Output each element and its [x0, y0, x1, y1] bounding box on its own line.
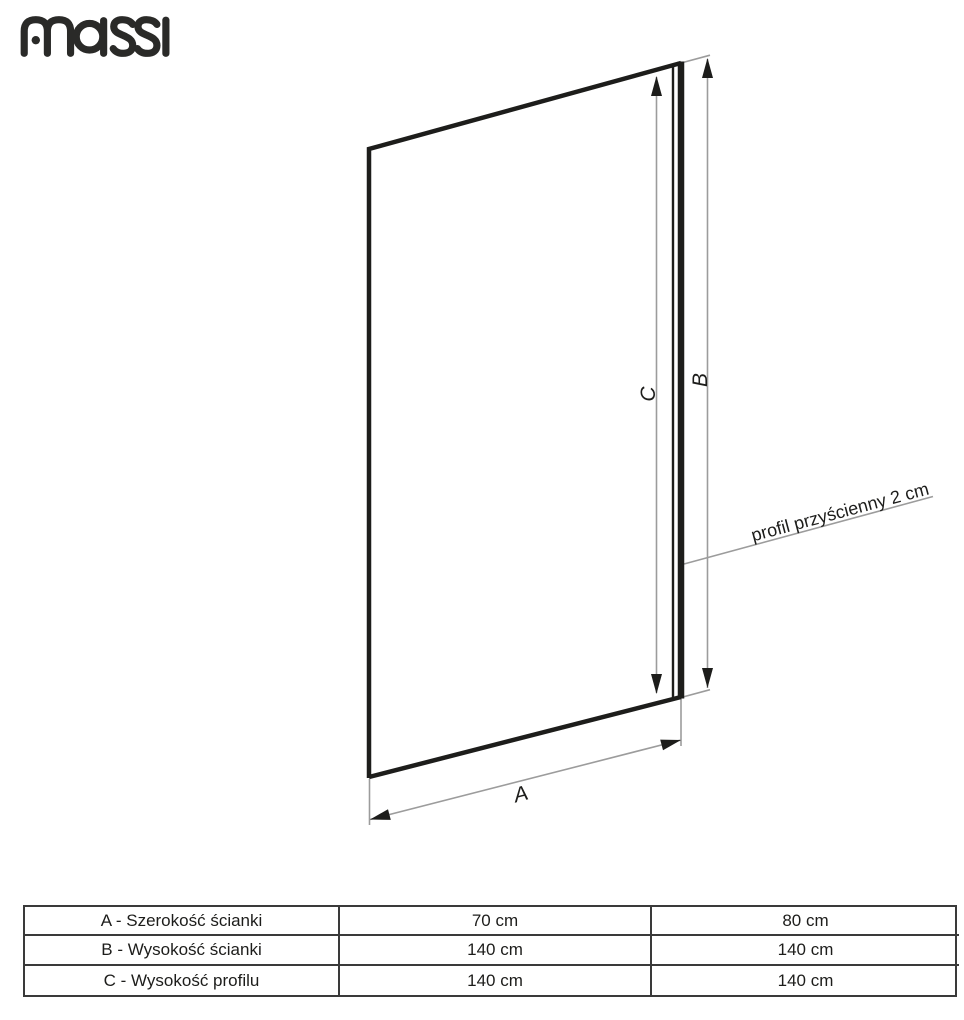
arrow-c-down: [651, 674, 662, 694]
panel-bottom-edge: [369, 697, 681, 777]
dim-label-b: B: [689, 372, 712, 388]
dim-label-a: A: [511, 781, 531, 808]
arrow-b-down: [702, 668, 713, 688]
panel-outline: [369, 62, 681, 779]
extension-bottom-right: [681, 690, 710, 698]
dimension-spec-table: [23, 905, 957, 997]
panel-left-and-top-edge: [369, 63, 681, 778]
extension-lines: [370, 55, 711, 825]
spec-row-a-value-80: 80 cm: [652, 907, 959, 936]
spec-row-c-label: C - Wysokość profilu: [25, 966, 340, 995]
profile-callout-text: profil przyścienny 2 cm: [748, 478, 932, 546]
arrow-c-up: [651, 76, 662, 96]
spec-row-c-value-80: 140 cm: [777, 970, 834, 990]
spec-row-a-value-70: 70 cm: [340, 907, 652, 936]
extension-top-right: [681, 55, 710, 63]
arrow-a-left: [370, 809, 391, 820]
dim-label-c: C: [637, 386, 660, 402]
spec-row-a-label: A - Szerokość ścianki: [25, 907, 340, 936]
spec-row-b-label: B - Wysokość ścianki: [25, 936, 340, 965]
dimension-arrowheads: [370, 58, 713, 820]
dimension-line-a: [370, 740, 681, 820]
spec-row-c-value-70: 140 cm: [340, 966, 652, 995]
arrow-a-right: [660, 740, 681, 751]
arrow-b-up: [702, 58, 713, 78]
spec-row-b-value-70: 140 cm: [340, 936, 652, 965]
spec-row-b-value-80: 140 cm: [652, 936, 959, 965]
